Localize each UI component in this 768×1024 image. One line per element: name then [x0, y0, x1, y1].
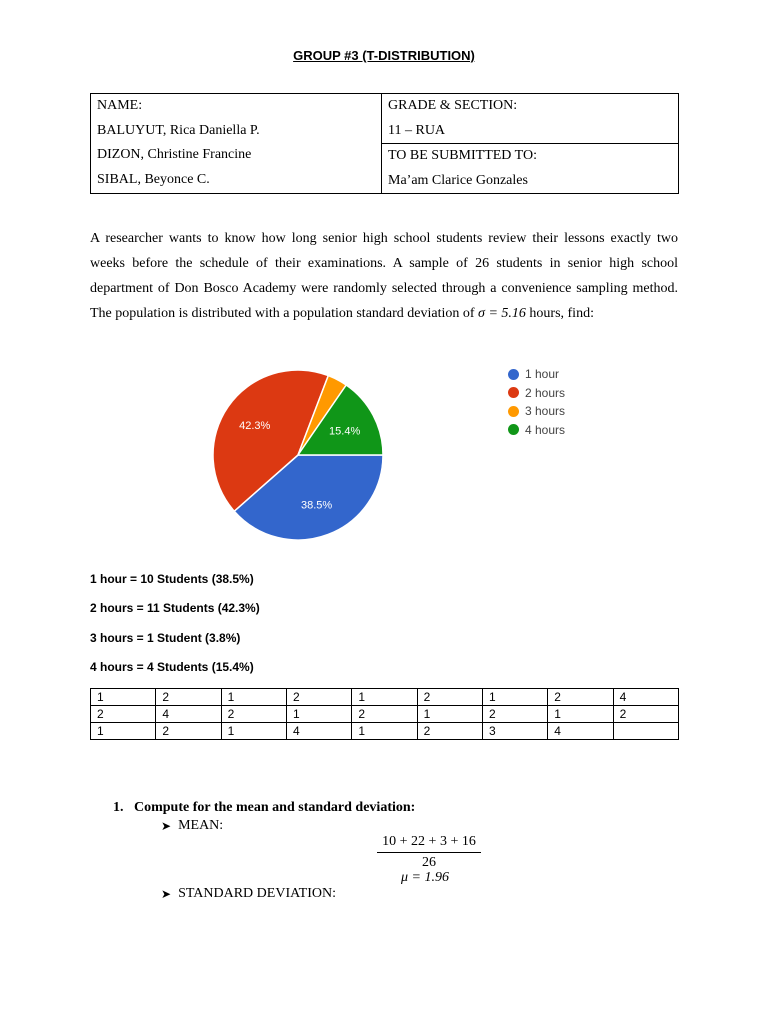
- mean-label: MEAN:: [178, 818, 224, 833]
- table-cell: 1: [91, 723, 156, 740]
- table-cell: 2: [91, 706, 156, 723]
- legend-label: 2 hours: [525, 385, 566, 400]
- table-cell: 2: [482, 706, 547, 723]
- info-table: [90, 93, 679, 194]
- sd-label: STANDARD DEVIATION:: [178, 886, 336, 901]
- arrow-bullet-icon: ➤: [161, 886, 172, 901]
- grade-label: GRADE & SECTION:: [388, 98, 518, 113]
- pie-slice-label: 42.3%: [239, 419, 271, 432]
- summary-line-3: 3 hours = 1 Student (3.8%): [90, 631, 241, 645]
- grade-value: 11 – RUA: [388, 122, 446, 138]
- table-cell: 1: [352, 723, 417, 740]
- table-cell: 1: [91, 689, 156, 706]
- table-cell: 2: [286, 689, 351, 706]
- problem-tail: hours, find:: [525, 306, 594, 321]
- table-cell: 4: [613, 689, 678, 706]
- submitted-cell: [382, 144, 679, 194]
- arrow-bullet-icon: ➤: [161, 818, 172, 833]
- table-cell: 2: [156, 689, 221, 706]
- data-table: [90, 688, 679, 740]
- table-cell: 1: [352, 689, 417, 706]
- submitted-label: TO BE SUBMITTED TO:: [388, 148, 537, 163]
- sd-bullet: [161, 886, 336, 902]
- problem-paragraph: [90, 226, 678, 326]
- pie-slice-label: 15.4%: [329, 425, 361, 438]
- table-cell: 4: [548, 723, 613, 740]
- pie-slice-label: 38.5%: [301, 499, 333, 512]
- legend-item: [508, 402, 565, 421]
- table-cell: 1: [286, 706, 351, 723]
- summary-line-1: 1 hour = 10 Students (38.5%): [90, 572, 254, 586]
- legend-label: 4 hours: [525, 422, 566, 437]
- legend-item: [508, 384, 565, 403]
- legend-swatch: [508, 369, 519, 380]
- summary-line-2: 2 hours = 11 Students (42.3%): [90, 601, 260, 615]
- names-cell: [91, 94, 382, 194]
- table-cell: 4: [286, 723, 351, 740]
- table-cell: 2: [221, 706, 286, 723]
- table-cell: 1: [417, 706, 482, 723]
- student-name-3: SIBAL, Beyonce C.: [97, 171, 210, 187]
- table-cell: 2: [156, 723, 221, 740]
- chart-legend: [508, 365, 565, 439]
- table-cell: 1: [221, 689, 286, 706]
- table-cell: 2: [613, 706, 678, 723]
- table-cell: 3: [482, 723, 547, 740]
- mean-result: [401, 870, 449, 886]
- mean-bullet: [161, 818, 223, 834]
- table-cell: [613, 723, 678, 740]
- document-title: GROUP #3 (T-DISTRIBUTION): [293, 48, 475, 63]
- student-name-2: DIZON, Christine Francine: [97, 147, 252, 162]
- table-row: [91, 723, 679, 740]
- fraction-denominator: 26: [422, 855, 436, 870]
- table-cell: 2: [352, 706, 417, 723]
- summary-line-4: 4 hours = 4 Students (15.4%): [90, 660, 254, 674]
- submitted-value: Ma’am Clarice Gonzales: [388, 172, 528, 188]
- table-cell: 1: [548, 706, 613, 723]
- legend-swatch: [508, 424, 519, 435]
- table-cell: 1: [221, 723, 286, 740]
- legend-label: 1 hour: [525, 367, 560, 382]
- grade-cell: [382, 94, 679, 144]
- table-cell: 2: [417, 723, 482, 740]
- problem-text: A researcher wants to know how long senior high school students review their lessons exactly two weeks before the schedule of their examinations. A sample of 26 students in senior high school department of Don Bosco Academy were randomly selected through a convenience sampling method. The population is distributed with a population standard deviation of: [90, 231, 678, 321]
- table-cell: 1: [482, 689, 547, 706]
- sigma-expression: σ = 5.16: [478, 306, 526, 321]
- mean-fraction: [377, 834, 481, 871]
- legend-swatch: [508, 406, 519, 417]
- question-1-heading: 1. Compute for the mean and standard deviation:: [113, 800, 416, 815]
- name-label: NAME:: [97, 98, 143, 113]
- table-row: [91, 706, 679, 723]
- fraction-numerator: 10 + 22 + 3 + 16: [377, 834, 481, 853]
- legend-item: [508, 365, 565, 384]
- table-cell: 2: [417, 689, 482, 706]
- mean-result-text: μ = 1.96: [401, 870, 449, 885]
- table-cell: 2: [548, 689, 613, 706]
- table-cell: 4: [156, 706, 221, 723]
- legend-item: [508, 421, 565, 440]
- legend-label: 3 hours: [525, 404, 566, 419]
- student-name-1: BALUYUT, Rica Daniella P.: [97, 122, 260, 138]
- table-row: [91, 689, 679, 706]
- legend-swatch: [508, 387, 519, 398]
